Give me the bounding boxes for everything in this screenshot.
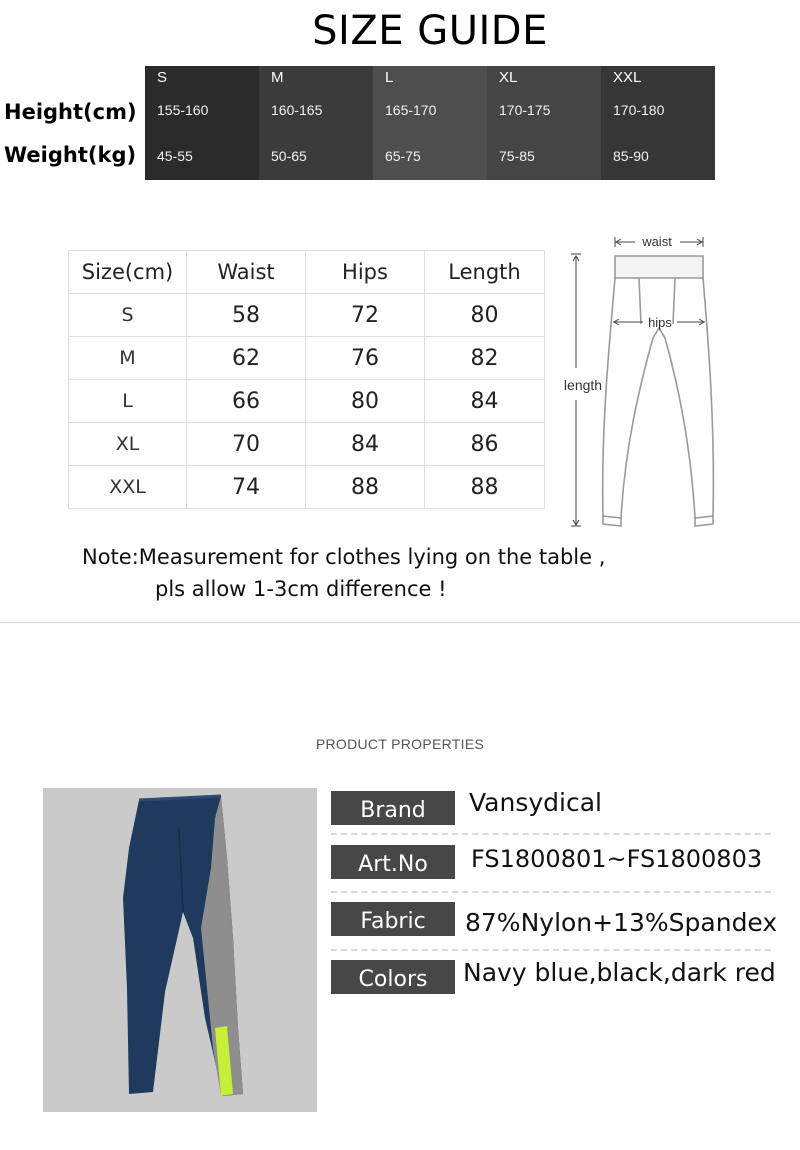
waist-label: waist [642,234,672,249]
length-cell: 84 [425,380,545,423]
pants-outline [603,256,714,526]
weight-row-label: Weight(kg) [4,143,137,167]
product-properties-title: PRODUCT PROPERTIES [315,736,485,752]
hips-cell: 76 [306,337,425,380]
note-line-2: pls allow 1-3cm difference ! [155,577,447,601]
size-cell: S [69,294,187,337]
length-cell: 88 [425,466,545,509]
section-divider [0,622,800,623]
colors-label: Colors [331,960,455,994]
table-row [69,466,545,509]
pants-diagram [555,228,725,533]
measurement-table [68,250,545,509]
size-column-s [145,66,259,180]
weight-cell: 85-90 [613,148,649,164]
column-header: Hips [306,251,425,294]
size-column-xxl [601,66,715,180]
fabric-value: 87%Nylon+13%Spandex [465,908,778,937]
size-cell: M [69,337,187,380]
height-cell: 155-160 [157,102,209,118]
product-photo [43,788,317,1112]
row-separator [331,833,771,835]
table-row [69,294,545,337]
height-cell: 165-170 [385,102,437,118]
hips-cell: 72 [306,294,425,337]
page-title: SIZE GUIDE [312,8,548,54]
size-cell: L [69,380,187,423]
table-row [69,423,545,466]
brand-value: Vansydical [469,788,602,817]
weight-cell: 65-75 [385,148,421,164]
column-header: Size(cm) [69,251,187,294]
size-guide-chart [145,66,715,180]
row-separator [331,891,771,893]
length-cell: 82 [425,337,545,380]
length-cell: 80 [425,294,545,337]
height-row-label: Height(cm) [4,100,137,124]
note-line-1: Note:Measurement for clothes lying on the table , [82,545,606,569]
length-cell: 86 [425,423,545,466]
waist-cell: 66 [187,380,306,423]
size-column-xl [487,66,601,180]
size-header: XXL [613,69,642,86]
height-cell: 170-175 [499,102,551,118]
colors-value: Navy blue,black,dark red [463,958,776,987]
size-column-l [373,66,487,180]
brand-label: Brand [331,791,455,825]
weight-cell: 45-55 [157,148,193,164]
waist-cell: 74 [187,466,306,509]
leggings-image [43,788,317,1112]
size-column-m [259,66,373,180]
size-header: M [271,69,284,86]
row-separator [331,949,771,951]
column-header: Length [425,251,545,294]
size-cell: XL [69,423,187,466]
fabric-label: Fabric [331,902,455,936]
table-header-row [69,251,545,294]
size-header: XL [499,69,518,86]
art-no-value: FS1800801~FS1800803 [471,845,763,873]
art-no-label: Art.No [331,845,455,879]
hips-label: hips [648,315,672,330]
size-cell: XXL [69,466,187,509]
weight-cell: 50-65 [271,148,307,164]
size-header: L [385,69,394,86]
table-row [69,380,545,423]
weight-cell: 75-85 [499,148,535,164]
height-cell: 160-165 [271,102,323,118]
table-row [69,337,545,380]
column-header: Waist [187,251,306,294]
hips-cell: 84 [306,423,425,466]
size-header: S [157,69,168,86]
waist-cell: 70 [187,423,306,466]
waist-cell: 58 [187,294,306,337]
hips-cell: 80 [306,380,425,423]
waist-cell: 62 [187,337,306,380]
height-cell: 170-180 [613,102,665,118]
length-label: length [563,377,603,393]
hips-cell: 88 [306,466,425,509]
